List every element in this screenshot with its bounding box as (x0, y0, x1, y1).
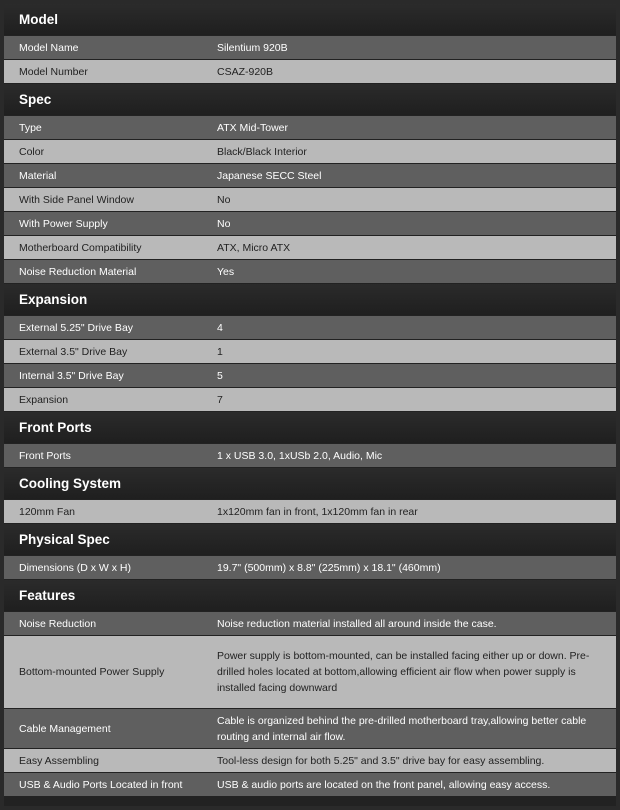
table-row (4, 612, 616, 635)
row-label: Dimensions (D x W x H) (19, 561, 132, 574)
row-label: Type (19, 121, 42, 134)
section-header-cooling-system: Cooling System (4, 468, 616, 499)
row-value: 19.7" (500mm) x 8.8" (225mm) x 18.1" (460mm) (217, 561, 441, 574)
table-row (4, 164, 616, 187)
section-header-features: Features (4, 580, 616, 611)
row-value: Japanese SECC Steel (217, 169, 322, 182)
row-label: Model Name (19, 41, 79, 54)
table-row (4, 388, 616, 411)
row-value: Silentium 920B (217, 41, 288, 54)
row-value: Noise reduction material installed all around inside the case. (217, 617, 497, 630)
row-label: 120mm Fan (19, 505, 76, 518)
table-row (4, 140, 616, 163)
table-row (4, 60, 616, 83)
table-row (4, 116, 616, 139)
row-label: Color (19, 145, 45, 158)
section-header-model: Model (4, 4, 616, 35)
row-label: Front Ports (19, 449, 71, 462)
row-label: Material (19, 169, 57, 182)
table-row (4, 444, 616, 467)
row-label: Easy Assembling (19, 754, 99, 767)
row-value: CSAZ-920B (217, 65, 274, 78)
row-value: Cable is organized behind the pre-drilled motherboard tray,allowing better cable routing and internal air flow. (217, 714, 587, 743)
row-value: ATX, Micro ATX (217, 241, 291, 254)
row-label: Noise Reduction Material (19, 265, 137, 278)
row-value: Tool-less design for both 5.25" and 3.5" drive bay for easy assembling. (217, 754, 545, 767)
section-header-spec: Spec (4, 84, 616, 115)
row-value: 4 (217, 321, 223, 334)
table-row (4, 636, 616, 708)
row-label: USB & Audio Ports Located in front (19, 778, 183, 791)
row-value: No (217, 217, 231, 230)
row-label: Expansion (19, 393, 69, 406)
table-row (4, 212, 616, 235)
row-label: Motherboard Compatibility (19, 241, 142, 254)
table-row (4, 364, 616, 387)
row-value: USB & audio ports are located on the front panel, allowing easy access. (217, 778, 551, 791)
section-header-expansion: Expansion (4, 284, 616, 315)
row-label: Noise Reduction (19, 617, 97, 630)
table-row (4, 316, 616, 339)
row-value: 7 (217, 393, 223, 406)
table-row (4, 709, 616, 748)
row-value: No (217, 193, 231, 206)
row-value: 1 (217, 345, 223, 358)
table-row (4, 556, 616, 579)
row-label: With Side Panel Window (19, 193, 134, 206)
table-row (4, 188, 616, 211)
row-label: Internal 3.5" Drive Bay (19, 369, 124, 382)
row-value: ATX Mid-Tower (217, 121, 288, 134)
table-row (4, 260, 616, 283)
row-label: External 5.25" Drive Bay (19, 321, 134, 334)
row-label: External 3.5" Drive Bay (19, 345, 128, 358)
row-value: 1 x USB 3.0, 1xUSb 2.0, Audio, Mic (217, 449, 383, 462)
table-row (4, 236, 616, 259)
row-label: Cable Management (19, 722, 111, 735)
table-row (4, 773, 616, 796)
row-value: 1x120mm fan in front, 1x120mm fan in rear (217, 505, 418, 518)
row-value: Yes (217, 265, 235, 278)
section-header-front-ports: Front Ports (4, 412, 616, 443)
spec-table (4, 4, 616, 806)
table-row (4, 36, 616, 59)
table-row (4, 340, 616, 363)
row-label: Model Number (19, 65, 88, 78)
row-label: Bottom-mounted Power Supply (19, 666, 165, 678)
row-label: With Power Supply (19, 217, 108, 230)
table-row (4, 500, 616, 523)
table-row (4, 749, 616, 772)
row-value: Power supply is bottom-mounted, can be installed facing either up or down. Pre-drilled holes located at bottom,allowing efficient air flow when power supply is installed facing downward (217, 650, 590, 694)
row-value: 5 (217, 369, 223, 382)
section-header-physical-spec: Physical Spec (4, 524, 616, 555)
row-value: Black/Black Interior (217, 145, 307, 158)
